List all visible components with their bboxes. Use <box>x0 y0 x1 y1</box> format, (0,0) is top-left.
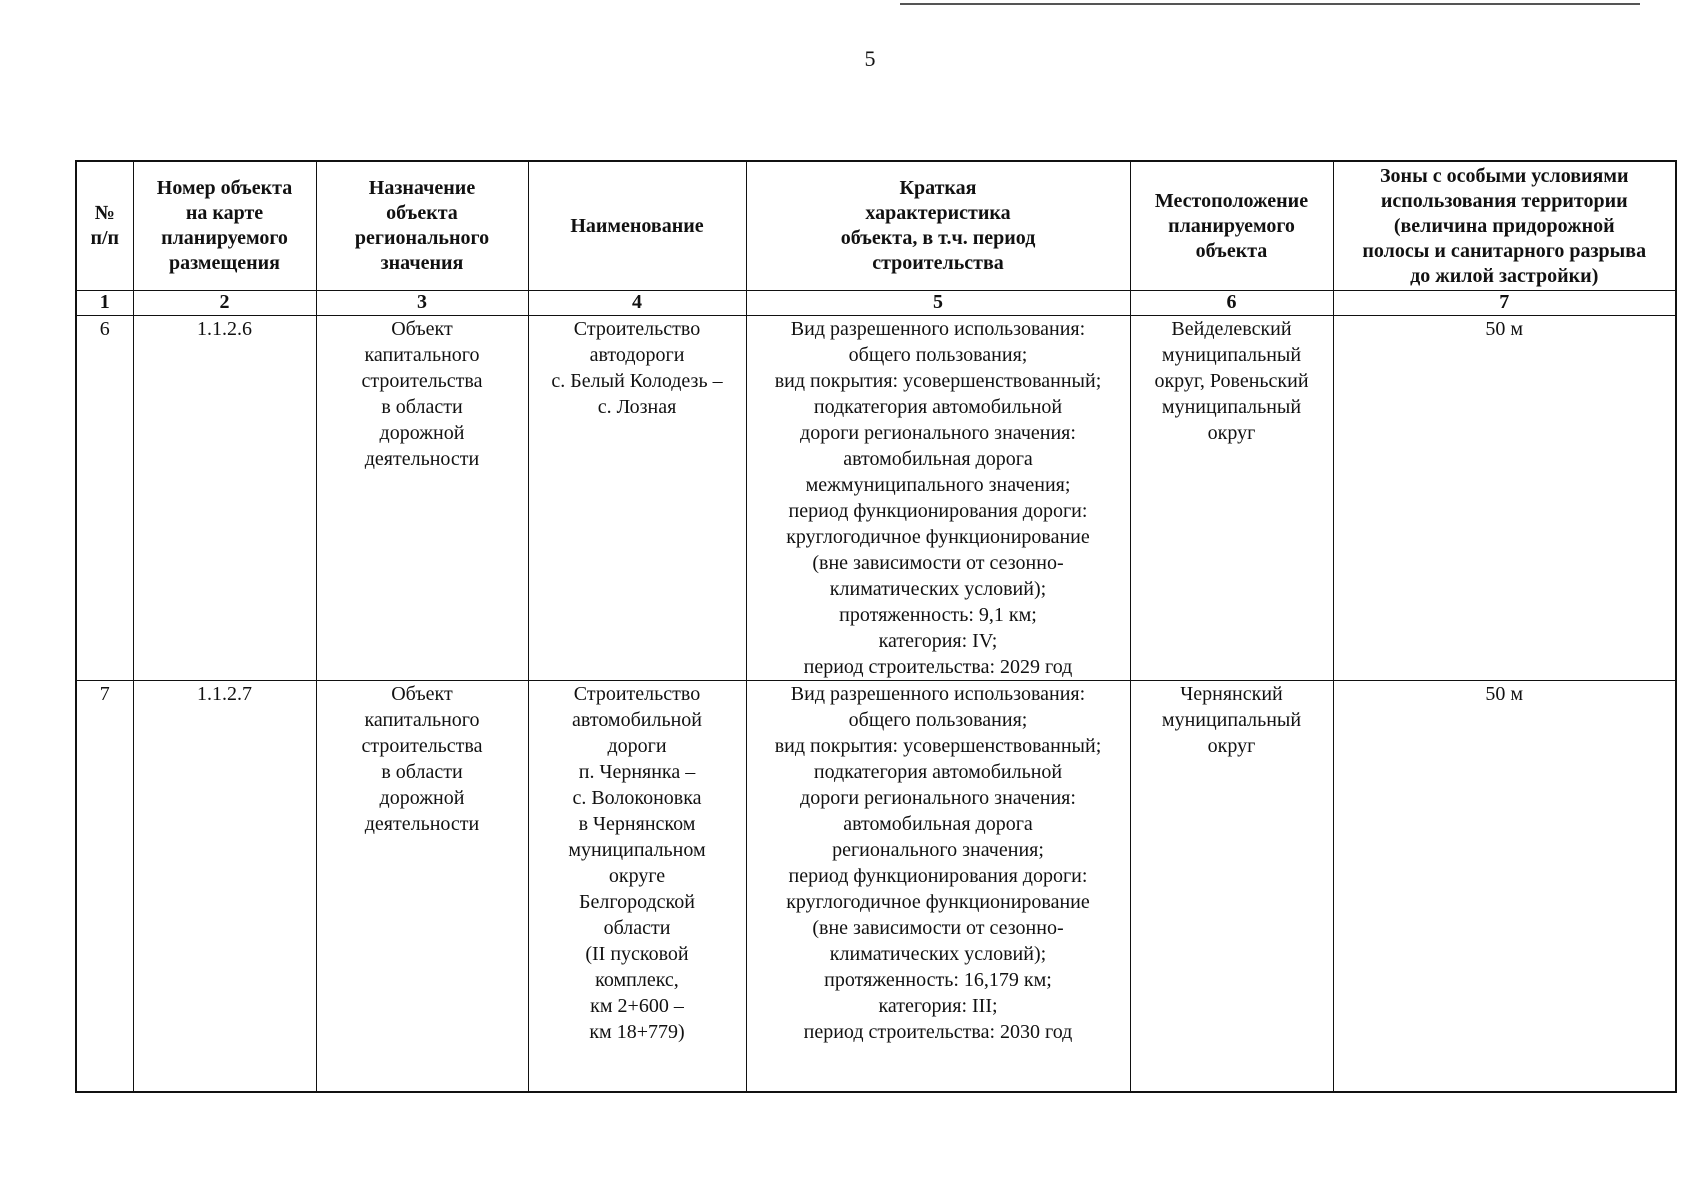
characteristics-cell: Вид разрешенного использования: общего пользования; вид покрытия: усовершенствованный; подкатегория автомобильной дороги регионального значения: автомобильная дорога регионального значения; период функционирования дороги: круглогодичное функционирование (вне зависимости от сезонно- климатических условий); протяженность: 16,179 км; категория: III; период строительства: 2030 год <box>746 681 1130 1093</box>
header-cell-characteristics: Краткая характеристика объекта, в т.ч. период строительства <box>746 161 1130 291</box>
header-cell-name: Наименование <box>528 161 746 291</box>
name-cell: Строительство автомобильной дороги п. Чернянка – с. Волоконовка в Чернянском муниципальном округе Белгородской области (II пусковой комплекс, км 2+600 – км 18+779) <box>528 681 746 1093</box>
column-number: 1 <box>76 291 133 316</box>
column-number-row <box>76 291 1676 316</box>
header-cell-object-number: Номер объекта на карте планируемого размещения <box>133 161 316 291</box>
characteristics-cell: Вид разрешенного использования: общего пользования; вид покрытия: усовершенствованный; подкатегория автомобильной дороги регионального значения: автомобильная дорога межмуниципального значения; период функционирования дороги: круглогодичное функционирование (вне зависимости от сезонно- климатических условий); протяженность: 9,1 км; категория: IV; период строительства: 2029 год <box>746 316 1130 681</box>
table-row <box>76 681 1676 1093</box>
zones-cell: 50 м <box>1333 681 1676 1093</box>
object-number-cell: 1.1.2.6 <box>133 316 316 681</box>
header-cell-location: Местоположение планируемого объекта <box>1130 161 1333 291</box>
header-cell-num: № п/п <box>76 161 133 291</box>
column-number: 7 <box>1333 291 1676 316</box>
table-row <box>76 316 1676 681</box>
column-number: 6 <box>1130 291 1333 316</box>
column-number: 3 <box>316 291 528 316</box>
name-cell: Строительство автодороги с. Белый Колодезь – с. Лозная <box>528 316 746 681</box>
row-num-cell: 7 <box>76 681 133 1093</box>
header-cell-zones: Зоны с особыми условиями использования территории (величина придорожной полосы и санитарного разрыва до жилой застройки) <box>1333 161 1676 291</box>
column-number: 4 <box>528 291 746 316</box>
purpose-cell: Объект капитального строительства в области дорожной деятельности <box>316 681 528 1093</box>
location-cell: Вейделевский муниципальный округ, Ровеньский муниципальный округ <box>1130 316 1333 681</box>
row-num-cell: 6 <box>76 316 133 681</box>
location-cell: Чернянский муниципальный округ <box>1130 681 1333 1093</box>
column-number: 2 <box>133 291 316 316</box>
top-rule <box>900 3 1640 5</box>
page-number: 5 <box>864 46 876 71</box>
planned-objects-table <box>75 160 1677 1093</box>
purpose-cell: Объект капитального строительства в области дорожной деятельности <box>316 316 528 681</box>
zones-cell: 50 м <box>1333 316 1676 681</box>
column-number: 5 <box>746 291 1130 316</box>
header-row <box>76 161 1676 291</box>
header-cell-purpose: Назначение объекта регионального значения <box>316 161 528 291</box>
object-number-cell: 1.1.2.7 <box>133 681 316 1093</box>
